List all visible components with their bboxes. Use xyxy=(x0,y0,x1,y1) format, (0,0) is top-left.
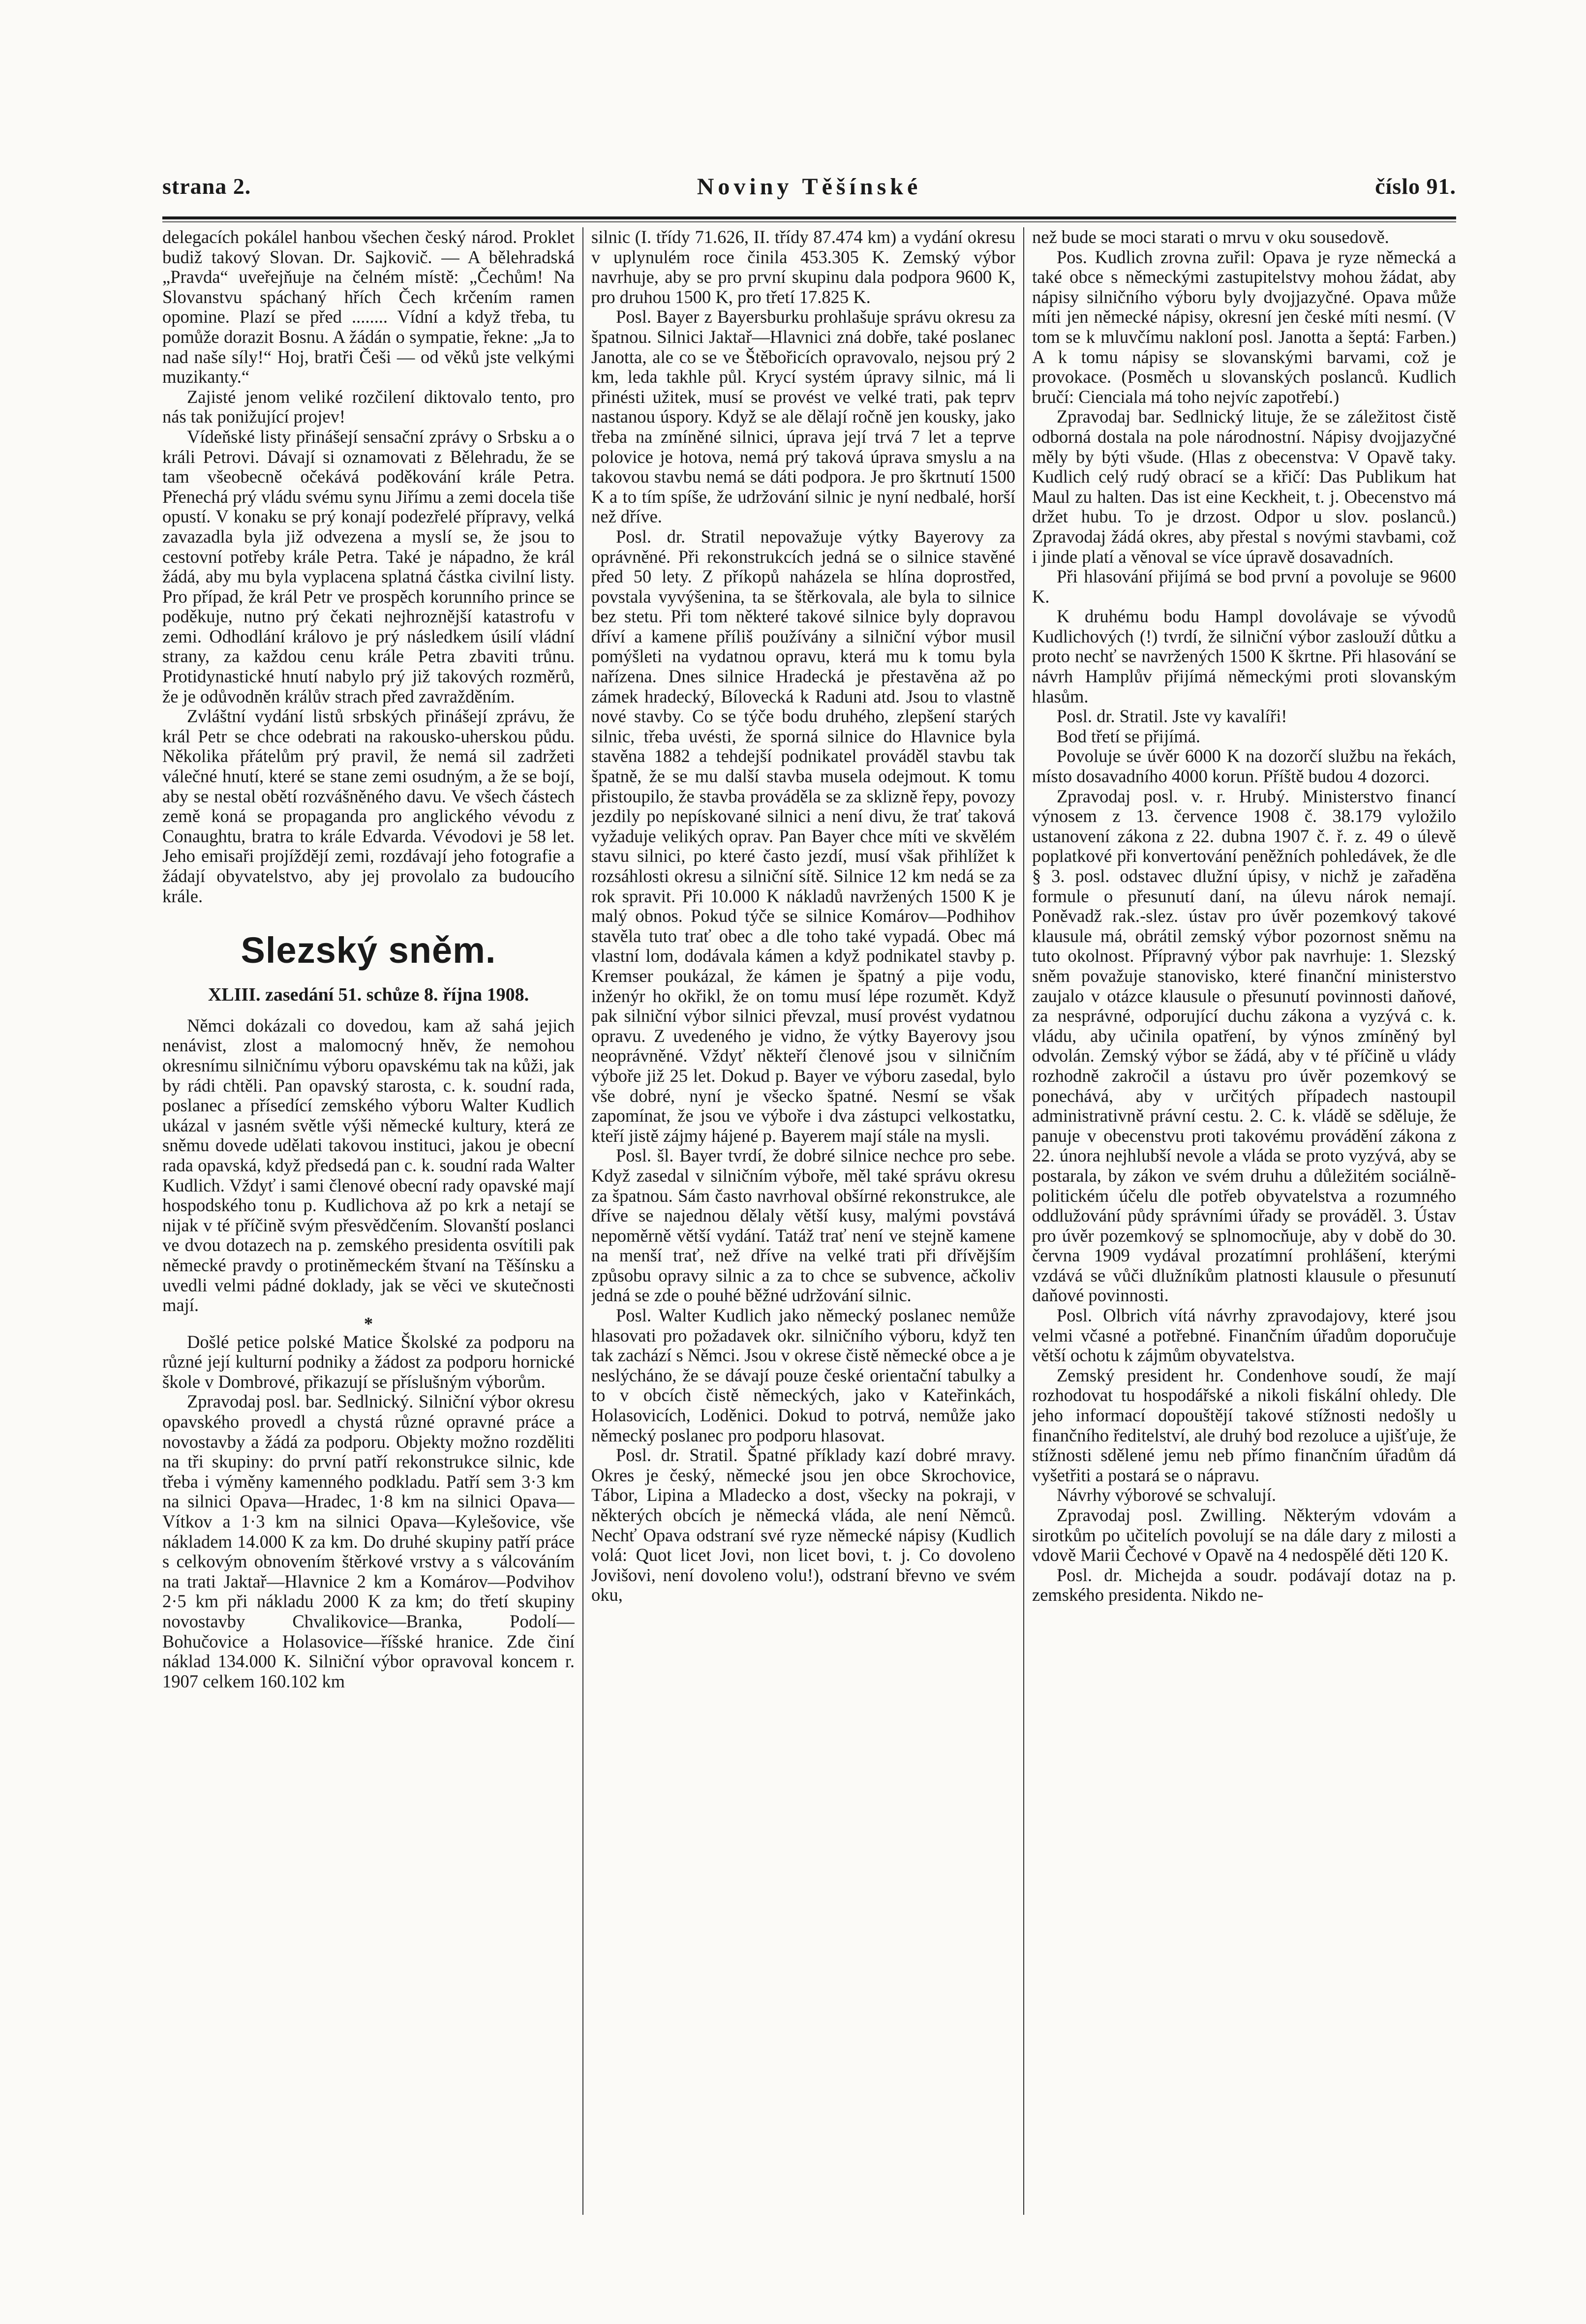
paragraph: Při hlasování přijímá se bod první a povoluje se 9600 K. xyxy=(1032,566,1456,607)
paragraph: Posl. dr. Stratil nepovažuje výtky Bayerovy za oprávněné. Při rekonstrukcích jedná se o silnice stavěné před 50 lety. Z příkopů naházela se hlína doprostřed, povstala vyvýšenina, ta se štěrkovala, ale byla to silnice bez stetu. Při tom některé takové silnice byly dopravou dříví a kamene příliš používány a silniční výbor musil pomýšleti na vydatnou opravu, která mu k tomu byla nařízena. Dnes silnice Hradecká je přestavěna až po zámek hradecký, Bílovecká k Raduni atd. Jsou to vlastně nové stavby. Co se týče bodu druhého, zlepšení starých silnic, třeba uvésti, že sporná silnice do Hlavnice byla stavěna 1882 a tehdejší podnikatel prováděl stavbu tak špatně, že se mu další stavba musela odejmout. K tomu přistoupilo, že stavba prováděla se za sklizně řepy, povozy jezdily po nepískované silnici a není divu, že trať taková vyžaduje velikých oprav. Pan Bayer chce míti ve skvělém stavu silnici, po které často jezdí, musí však přihlížet k rozsáhlosti okresu a silniční sítě. Silnice 12 km nedá se za rok spravit. Při 10.000 K nákladů navržených 1500 K je malý obnos. Pokud týče se silnice Komárov—Podhihov stavěla tuto trať obec a dle toho také vypadá. Obec má vlastní lom, dodávala kámen a když podnikatel stavby p. Kremser poukázal, že kámen je špatný a pije vodu, inženýr ho okřikl, že on tomu musí lépe rozumět. Když pak silniční výbor silnici převzal, musí provést vydatnou opravu. Z uvedeného je vidno, že výtky Bayerovy jsou neoprávněné. Vždyť někteří členové jsou v silničním výboře již 25 let. Dokud p. Bayer ve výboru zasedal, bylo vše dobré, nyní je všecko špatné. Nesmí se však zapomínat, že jsou ve výboře i dva zástupci velkostatku, kteří jistě zájmy hájené p. Bayerem mají stále na mysli. xyxy=(591,526,1015,1146)
paragraph: Návrhy výborové se schvalují. xyxy=(1057,1485,1277,1505)
paragraph: Němci dokázali co dovedou, kam až sahá jejich nenávist, zlost a malomocný hněv, že nemohou okresnímu silničnímu výboru opavskému tak na kůži, jak by rádi chtěli. Pan opavský starosta, c. k. soudní rada, poslanec a přísedící zemského výboru Walter Kudlich ukázal v jasném světle výši německé kultury, která ze sněmu dovede udělati takovou instituci, jakou je obecní rada opavská, když předsedá pan c. k. soudní rada Walter Kudlich. Vždyť i sami členové obecní rady opavské mají hospodského tonu p. Kudlichova až po krk a netají se nijak v té příčině svým přesvědčením. Slovanští poslanci ve dvou dotazech na p. zemského presidenta osvítili pak německé pravdy o protiněmeckém štvaní na Těšínsku a uvedli velmi pádné doklady, jak se věci ve skutečnosti mají. xyxy=(162,1015,575,1315)
paragraph: Posl. dr. Stratil. Jste vy kavalíři! xyxy=(1057,706,1287,727)
column-divider-1 xyxy=(582,227,583,2215)
column-3 xyxy=(1032,227,1456,2215)
column-divider-2 xyxy=(1023,227,1024,2215)
page-number: strana 2. xyxy=(162,174,251,199)
separator-star: * xyxy=(364,1313,373,1334)
paragraph: Posl. dr. Stratil. Špatné příklady kazí dobré mravy. Okres je český, německé jsou jen obce Skrochovice, Tábor, Lipina a Mladecko a dost, všecky na pokraji, v některých obcích je německá vláda, ale není Němců. Nechť Opava odstraní své ryze německé nápisy (Kudlich volá: Quot licet Jovi, non licet bovi, t. j. Co dovoleno Jovišovi, není dovoleno volu!), odstraní břevno ve svém oku, xyxy=(591,1445,1015,1605)
paragraph: silnic (I. třídy 71.626, II. třídy 87.474 km) a vydání okresu v uplynulém roce činila 453.305 K. Zemský výbor navrhuje, aby se pro první skupinu dala podpora 9600 K, pro druhou 1500 K, pro třetí 17.825 K. xyxy=(591,227,1015,307)
paragraph: Posl. Olbrich vítá návrhy zpravodajovy, které jsou velmi včasné a potřebné. Finančním úřadům doporučuje větší ochotu k zájmům obyvatelstva. xyxy=(1032,1305,1456,1366)
paragraph: Zpravodaj posl. v. r. Hrubý. Ministerstvo financí výnosem z 13. července 1908 č. 38.179 vyložilo ustanovení zákona z 22. dubna 1907 č. ř. z. 49 o úlevě poplatkové při konvertování peněžních pohledávek, že dle § 3. posl. odstavec dlužní úpisy, v nichž je zařaděna formule o přesunutí daní, na úlevu nárok nemají. Poněvadž rak.-slez. ústav pro úvěr pozemkový takové klausule má, obrátil zemský výbor pozornost sněmu na tuto okolnost. Přípravný výbor pak navrhuje: 1. Slezský sněm považuje stanovisko, které finanční ministerstvo zaujalo v otázce klausule o přesunutí povinnosti daňové, za nesprávné, odporující duchu zákona a vyzývá c. k. vládu, aby učinila opatření, by výnos zmíněný byl odvolán. Zemský výbor se žádá, aby v té příčině u vlády rozhodně zakročil a ústavu pro úvěr pozemkový se ponechává, aby v určitých případech nastoupil administrativně právní cestu. 2. C. k. vládě se sděluje, že panuje v obecenstvu proti takovému provádění zákona z 22. února nejhlubší nevole a vláda se proto vyzývá, aby se postarala, by zákon ve svém druhu a důležitém sociálně-politickém účelu dle potřeb obyvatelstva a rozumného oddlužování půdy správními úřady se prováděl. 3. Ústav pro úvěr pozemkový se splnomocňuje, aby v době do 30. června 1909 vydával prozatímní prohlášení, kterými vzdává se vůči dlužníkům platnosti klausule o přesunutí daňové povinnosti. xyxy=(1032,786,1456,1306)
paragraph: Zvláštní vydání listů srbských přinášejí zprávu, že král Petr se chce odebrati na rakousko-uherskou půdu. Několika přátelům prý pravil, že nemá sil zadržeti válečné hnutí, které se stane zemi osudným, a že se bojí, aby se nestal obětí rozvášněného davu. Ve všech částech země koná se propaganda pro anglického vévodu z Conaughtu, bratra to krále Edvarda. Vévodovi je 58 let. Jeho emisaři projíždějí zemi, rozdávají jeho fotografie a žádají obyvatelstvo, aby jej provolalo za budoucího krále. xyxy=(162,706,575,906)
paragraph: Bod třetí se přijímá. xyxy=(1057,726,1200,746)
paragraph: Zpravodaj bar. Sedlnický lituje, že se záležitost čistě odborná dostala na pole národnostní. Nápisy dvojjazyčné měly by býti všude. (Hlas z obecenstva: V Opavě taky. Kudlich celý rudý obrací se a křičí: Das Publikum hat Maul zu halten. Das ist eine Keckheit, t. j. Obecenstvo má držet hubu. To je drzost. Odpor u slov. poslanců.) Zpravodaj žádá okres, aby přestal s novými stavbami, což i jinde platí a věnoval se více úpravě dosavadních. xyxy=(1032,406,1456,567)
newspaper-title: Noviny Těšínské xyxy=(697,174,922,200)
paragraph: Vídeňské listy přinášejí sensační zprávy o Srbsku a o králi Petrovi. Dávají si oznamovati z Bělehradu, že se tam všeobecně očekává poděkování krále Petra. Přenechá prý vládu svému synu Jiřímu a zemi docela tiše opustí. V konaku se prý konají podezřelé přípravy, velká zavazadla byla již odvezena a myslí se, že jsou to cestovní potřeby krále Petra. Také je nápadno, že král žádá, aby mu byla vyplacena splatná částka civilní listy. Pro případ, že král Petr ve prospěch korunního prince se poděkuje, nutno prý čekati nejhroznější katastrofu v zemi. Odhodlání královo je prý následkem úsilí vládní strany, za každou cenu krále Petra zbaviti trůnu. Protidynastické hnutí nabylo prý již takových rozměrů, že je odůvodněn králův strach před zavražděním. xyxy=(162,426,575,706)
paragraph: Pos. Kudlich zrovna zuřil: Opava je ryze německá a také obce s německými zastupitelstvy mohou žádat, aby nápisy silničního výboru byly dvojjazyčné. Opava může míti jen německé nápisy, okresní jen české míti nesmí. (V tom se k mluvčímu nakloní posl. Janotta a šeptá: Farben.) A k tomu nápisy se slovanskými barvami, což je provokace. (Posměch u slovanských poslanců. Kudlich bručí: Cienciala má toho nejvíc zapotřebí.) xyxy=(1032,246,1456,407)
paragraph: Posl. dr. Michejda a soudr. podávají dotaz na p. zemského presidenta. Nikdo ne- xyxy=(1032,1564,1456,1605)
header-rule xyxy=(162,216,1456,219)
paragraph: Zpravodaj posl. Zwilling. Některým vdovám a sirotkům po učitelích povolují se na dále dary z milosti a vdově Marii Čechové v Opavě na 4 nedospělé děti 120 K. xyxy=(1032,1505,1456,1565)
paragraph: Došlé petice polské Matice Školské za podporu na různé její kulturní podniky a žádost za podporu hornické škole v Dombrové, přikazují se příslušným výborům. xyxy=(162,1331,575,1392)
section-title: Slezský sněm. xyxy=(241,930,496,971)
header-rule-thin xyxy=(162,221,1456,222)
issue-number: číslo 91. xyxy=(1375,174,1456,199)
paragraph: delegacích pokálel hanbou všechen český národ. Proklet budiž takový Slovan. Dr. Sajkovič. — A bělehradská „Pravda“ uveřejňuje na čelném místě: „Čechům! Na Slovanstvu spáchaný hřích Čech krčením ramen opomine. Plazí se před ........ Vídní a když třeba, tu pomůže dorazit Bosnu. A žádán o sympatie, řekne: „Ja to nad naše síly!“ Hoj, bratři Češi — od věků jste velkými muzikanty.“ xyxy=(162,227,575,387)
column-1 xyxy=(162,227,575,2215)
paragraph: Posl. Bayer z Bayersburku prohlašuje správu okresu za špatnou. Silnici Jaktař—Hlavnici zná dobře, také poslanec Janotta, ale co se ve Štěbořicích opravovalo, nejsou prý 2 km, leda takhle půl. Krycí systém úpravy silnic, má li přinésti užitek, musí se provést ve velké trati, pak teprv nastanou úspory. Když se ale dělají ročně jen kousky, jako třeba na zmíněné silnici, úprava její trvá 7 let a teprve polovice je hotova, nemá prý taková úprava smyslu a na takovou stavbu nemá se dáti podpora. Je pro škrtnutí 1500 K a to tím spíše, že udržování silnic je nyní nedbalé, horší než dříve. xyxy=(591,306,1015,527)
paragraph: Zpravodaj posl. bar. Sedlnický. Silniční výbor okresu opavského provedl a chystá různé opravné práce a novostavby a žádá za podporu. Objekty možno rozděliti na tři skupiny: do první patří rekonstrukce silnic, kde třeba i výměny kamenného podkladu. Patří sem 3·3 km na silnici Opava—Hradec, 1·8 km na silnici Opava—Vítkov a 1·3 km na silnici Opava—Kylešovice, vše nákladem 14.000 K za km. Do druhé skupiny patří práce s celkovým obnovením štěrkové vrstvy a s válcováním na trati Jaktař—Hlavnice 2 km a Komárov—Podvihov 2·5 km při nákladu 2000 K za km; do třetí skupiny novostavby Chvalikovice—Branka, Podolí—Bohučovice a Holasovice—říšské hranice. Zde činí náklad 134.000 K. Silniční výbor opravoval koncem r. 1907 celkem 160.102 km xyxy=(162,1391,575,1691)
paragraph: Posl. šl. Bayer tvrdí, že dobré silnice nechce pro sebe. Když zasedal v silničním výboře, měl také správu okresu za špatnou. Sám často navrhoval obšírné rekonstrukce, ale dříve se najednou dělaly větší kusy, malými povstává nepoměrně větší vydání. Tatáž trať není ve stejně kamene na menší trať, než dříve na velké trati při dřívějším způsobu opravy silnic a za to chce se subvence, ačkoliv jedná se zde o pouhé běžné udržování silnic. xyxy=(591,1145,1015,1306)
paragraph: Zajisté jenom veliké rozčilení diktovalo tento, pro nás tak ponižující projev! xyxy=(162,386,575,427)
paragraph: než bude se moci starati o mrvu v oku sousedově. xyxy=(1032,227,1389,247)
paragraph: Zemský president hr. Condenhove soudí, že mají rozhodovat tu hospodářské a nikoli fiskální ohledy. Dle jeho informací dopouštějí takové stížnosti nedošly u finančního ředitelství, ale druhý bod rezoluce a ujišťuje, že stížnosti sdělené jemu neb přímo finančním úřadům dá vyšetřiti a postará se o nápravu. xyxy=(1032,1365,1456,1485)
paragraph: Posl. Walter Kudlich jako německý poslanec nemůže hlasovati pro požadavek okr. silničního výboru, když ten tak zachází s Němci. Jsou v okrese čistě německé obce a je neslýcháno, že se dávají pouze české orientační tabulky a to v obcích čistě německých, jako v Kateřinkách, Holasovicích, Loděnici. Dokud to potrvá, nemůže jako německý poslanec pro podporu hlasovat. xyxy=(591,1305,1015,1445)
page-header xyxy=(162,167,1456,212)
session-line: XLIII. zasedání 51. schůze 8. října 1908. xyxy=(208,984,529,1006)
column-2 xyxy=(591,227,1015,2215)
paragraph: K druhému bodu Hampl dovolávaje se vývodů Kudlichových (!) tvrdí, že silniční výbor zaslouží důtku a proto nechť se navržených 1500 K škrtne. Při hlasování se návrh Hamplův přijímá německými proti slovanským hlasům. xyxy=(1032,606,1456,706)
paragraph: Povoluje se úvěr 6000 K na dozorčí službu na řekách, místo dosavadního 4000 korun. Příště budou 4 dozorci. xyxy=(1032,746,1456,787)
